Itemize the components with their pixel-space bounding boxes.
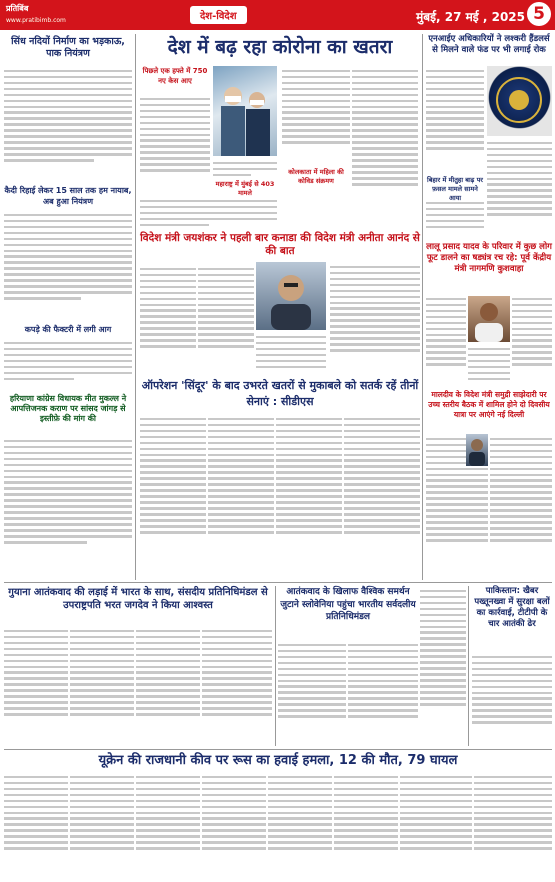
guyana-headline: गुयाना आतंकवाद की लड़ाई में भारत के साथ, संसदीय प्रतिनिधिमंडल से उपराष्ट्रपति भरत जगदेव ने किया आश्वस्त [8, 587, 268, 611]
kyiv-col-5 [268, 772, 332, 878]
sindoor-col-1 [140, 414, 206, 576]
corona-col-2 [282, 66, 350, 168]
nia-emblem-icon [487, 66, 552, 136]
right-article-1-col-1 [426, 66, 484, 176]
jaishankar-col-1 [140, 264, 196, 374]
guyana-col-4 [202, 626, 272, 746]
left-article-4-body [4, 436, 132, 580]
right-article-4-col-2 [490, 434, 552, 578]
corona-col-1 [140, 94, 210, 194]
jaishankar-col-2 [198, 264, 254, 374]
jaishankar-headline: विदेश मंत्री जयशंकर ने पहली बार कनाडा की विदेश मंत्री अनीता आनंद से की बात [140, 232, 420, 257]
kyiv-col-3 [136, 772, 200, 878]
left-headline-4: हरियाणा कांग्रेस विधायक मीत मुकल्ल ने आपत्तिजनक कराण पर सांसद जांगड़ से इस्तीफ़े की मांग की [9, 394, 127, 423]
pakistan-headline: पाकिस्तान: खैबर पख्तूनख्वा में सुरक्षा बलों का कार्रवाई, टीटीपी के चार आतंकी ढेर [474, 586, 550, 629]
sindoor-col-3 [276, 414, 342, 576]
nia-logo-photo [487, 66, 552, 136]
maldives-minister-photo [466, 434, 488, 466]
left-article-2-body [4, 210, 132, 322]
corona-col-3 [352, 66, 418, 226]
jaishankar-photo [256, 262, 326, 330]
masked-people-icon [213, 66, 277, 156]
slovenia-col-2 [348, 640, 418, 746]
column-rule-right [422, 34, 423, 580]
slovenia-col-1 [278, 640, 346, 746]
column-rule-pak [468, 586, 469, 746]
pakistan-body [472, 652, 552, 746]
right-article-3-col-2 [468, 344, 510, 386]
right-headline-2: बिहार में मीतुहा बाढ़ पर फ़सल मामले सामने आया [427, 176, 483, 202]
corona-headline: देश में बढ़ रहा कोरोना का खतरा [167, 36, 393, 58]
left-article-1-body [4, 66, 132, 186]
right-headline-4: मालदीव के विदेश मंत्री समुद्री साझेदारी पर उच्च स्तरीय बैठक में शामिल होने दो दिवसीय यात्रा पर आएंगे नई दिल्ली [428, 390, 550, 419]
guyana-col-1 [4, 626, 68, 746]
guyana-col-2 [70, 626, 134, 746]
guyana-col-3 [136, 626, 200, 746]
section-rule [4, 582, 552, 583]
slovenia-col-3 [420, 586, 466, 746]
portrait-icon-2 [468, 296, 510, 342]
portrait-icon [256, 262, 326, 330]
left-headline-2: कैदी रिहाई लेकर 15 साल तक हम नायाब, अब हुआ नियंत्रण [4, 186, 132, 206]
sindoor-headline: ऑपरेशन 'सिंदूर' के बाद उभरते खतरों से मुकाबले को सतर्क रहें तीनों सेनाएं : सीडीएस [141, 379, 419, 408]
corona-col-1b [140, 196, 277, 230]
kyiv-col-2 [70, 772, 134, 878]
right-headline-1: एनआईए अधिकारियों ने लश्करी हैंडलर्स से मिलने वाले फंड पर भी लगाई रोक [428, 34, 550, 55]
page-number: 5 [527, 2, 551, 26]
right-article-3-col-3 [512, 294, 552, 386]
kyiv-headline: यूक्रेन की राजधानी कीव पर रूस का हवाई हमला, 12 की मौत, 79 घायल [98, 753, 458, 768]
portrait-icon-3 [466, 434, 488, 466]
brand-name: प्रतिबिंब [6, 4, 29, 13]
sindoor-col-2 [208, 414, 274, 576]
jaishankar-col-4 [330, 262, 420, 374]
right-article-1-col-2 [487, 138, 552, 238]
kyiv-col-1 [4, 772, 68, 878]
section-rule-2 [4, 749, 552, 750]
corona-kicker-2: महाराष्ट्र में मुंबई से 403 मामले [215, 180, 275, 197]
left-article-3-body [4, 338, 132, 392]
column-rule-bottom [275, 586, 276, 746]
corona-kicker-3: कोलकाता में महिला की कोविड संक्रमण [288, 168, 344, 185]
page-header [0, 0, 555, 30]
jaishankar-col-3 [256, 332, 326, 374]
slovenia-headline: आतंकवाद के खिलाफ वैश्विक समर्थन जुटाने स्लोवेनिया पहुंचा भारतीय सर्वदलीय प्रतिनिधिमंडल [280, 587, 416, 622]
right-article-2-body [426, 198, 484, 238]
left-headline-3: कपड़े की फैक्टरी में लगी आग [24, 325, 112, 334]
kyiv-col-4 [202, 772, 266, 878]
kyiv-col-7 [400, 772, 472, 878]
corona-photo-caption [213, 158, 277, 178]
site-url: www.pratibimb.com [6, 17, 66, 24]
sindoor-col-4 [344, 414, 420, 576]
right-article-3-col-1 [426, 294, 466, 386]
issue-date: मुंबई, 27 मई , 2025 [416, 10, 525, 24]
kushwaha-photo [468, 296, 510, 342]
section-label: देश-विदेश [190, 6, 247, 24]
corona-photo [213, 66, 277, 156]
corona-kicker-1: पिछले एक हफ्ते में 750 नए केस आए [142, 67, 208, 85]
kyiv-col-8 [474, 772, 552, 878]
kyiv-col-6 [334, 772, 398, 878]
left-headline-1: सिंध नदियों निर्माण का भड़काऊ, पाक नियंत्रण [11, 36, 125, 59]
right-headline-3: लालू प्रसाद यादव के परिवार में कुछ लोग फूट डालने का षड्यंत्र रच रहे: पूर्व केंद्रीय मंत्री नागमणि कुशवाहा [426, 242, 552, 274]
column-rule [135, 34, 136, 580]
